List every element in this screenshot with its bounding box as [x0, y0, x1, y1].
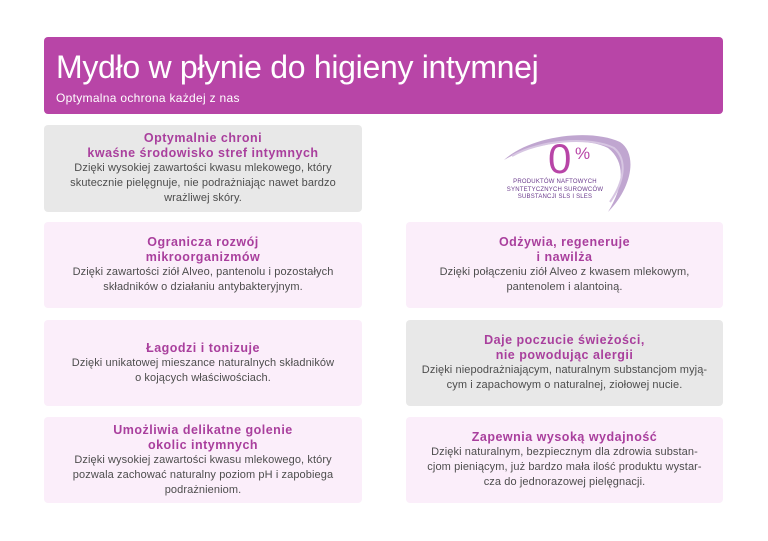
benefit-card — [44, 417, 362, 503]
benefit-card — [44, 320, 362, 406]
benefit-title: Optymalnie chroni kwaśne środowisko stref intymnych — [87, 131, 319, 160]
benefit-description: Dzięki zawartości ziół Alveo, pantenolu i pozostałych składników o działaniu antybakteryjnym. — [72, 266, 334, 293]
benefit-description: Dzięki wysokiej zawartości kwasu mlekowego, który skutecznie pielęgnuje, nie podrażniając nawet bardzo wrażliwej skóry. — [70, 162, 336, 204]
zero-percent-badge — [490, 128, 640, 218]
benefit-title: Odżywia, regeneruje i nawilża — [498, 235, 631, 264]
percent-sign: % — [575, 144, 591, 163]
benefit-title: Daje poczucie świeżości, nie powodując alergii — [484, 333, 645, 362]
page-subtitle: Optymalna ochrona każdej z nas — [56, 91, 240, 105]
zero-number: 0 — [548, 135, 572, 182]
page-title: Mydło w płynie do higieny intymnej — [56, 49, 539, 85]
benefit-description: Dzięki naturalnym, bezpiecznym dla zdrowia substan- cjom pieniącym, już bardzo mała ilość produktu wystar- cza do jednorazowej pielęgnacji. — [427, 446, 702, 488]
benefit-card — [44, 222, 362, 308]
benefit-description: Dzięki unikatowej mieszance naturalnych składników o kojących właściwościach. — [71, 356, 335, 384]
benefit-title: Ogranicza rozwój mikroorganizmów — [145, 235, 261, 264]
benefit-card — [406, 222, 723, 308]
benefit-title: Zapewnia wysoką wydajność — [471, 430, 658, 444]
header-banner — [44, 37, 723, 114]
benefit-card — [44, 125, 362, 212]
benefit-description: Dzięki niepodrażniającym, naturalnym substancjom myją- cym i zapachowym o naturalnej, ziołowej nucie. — [421, 364, 708, 391]
benefit-card — [406, 320, 723, 406]
benefit-description: Dzięki wysokiej zawartości kwasu mlekowego, który pozwala zachować naturalny poziom pH i zapobiega podrażnieniom. — [72, 453, 334, 496]
benefit-title: Łagodzi i tonizuje — [146, 340, 260, 355]
benefit-title: Umożliwia delikatne golenie okolic intymnych — [113, 422, 293, 452]
benefit-card — [406, 417, 723, 503]
benefit-description: Dzięki połączeniu ziół Alveo z kwasem mlekowym, pantenolem i alantoiną. — [439, 266, 690, 293]
badge-text: PRODUKTÓW NAFTOWYCH SYNTETYCZNYCH SUROWCÓW SUBSTANCJI SLS I SLES — [506, 179, 604, 200]
